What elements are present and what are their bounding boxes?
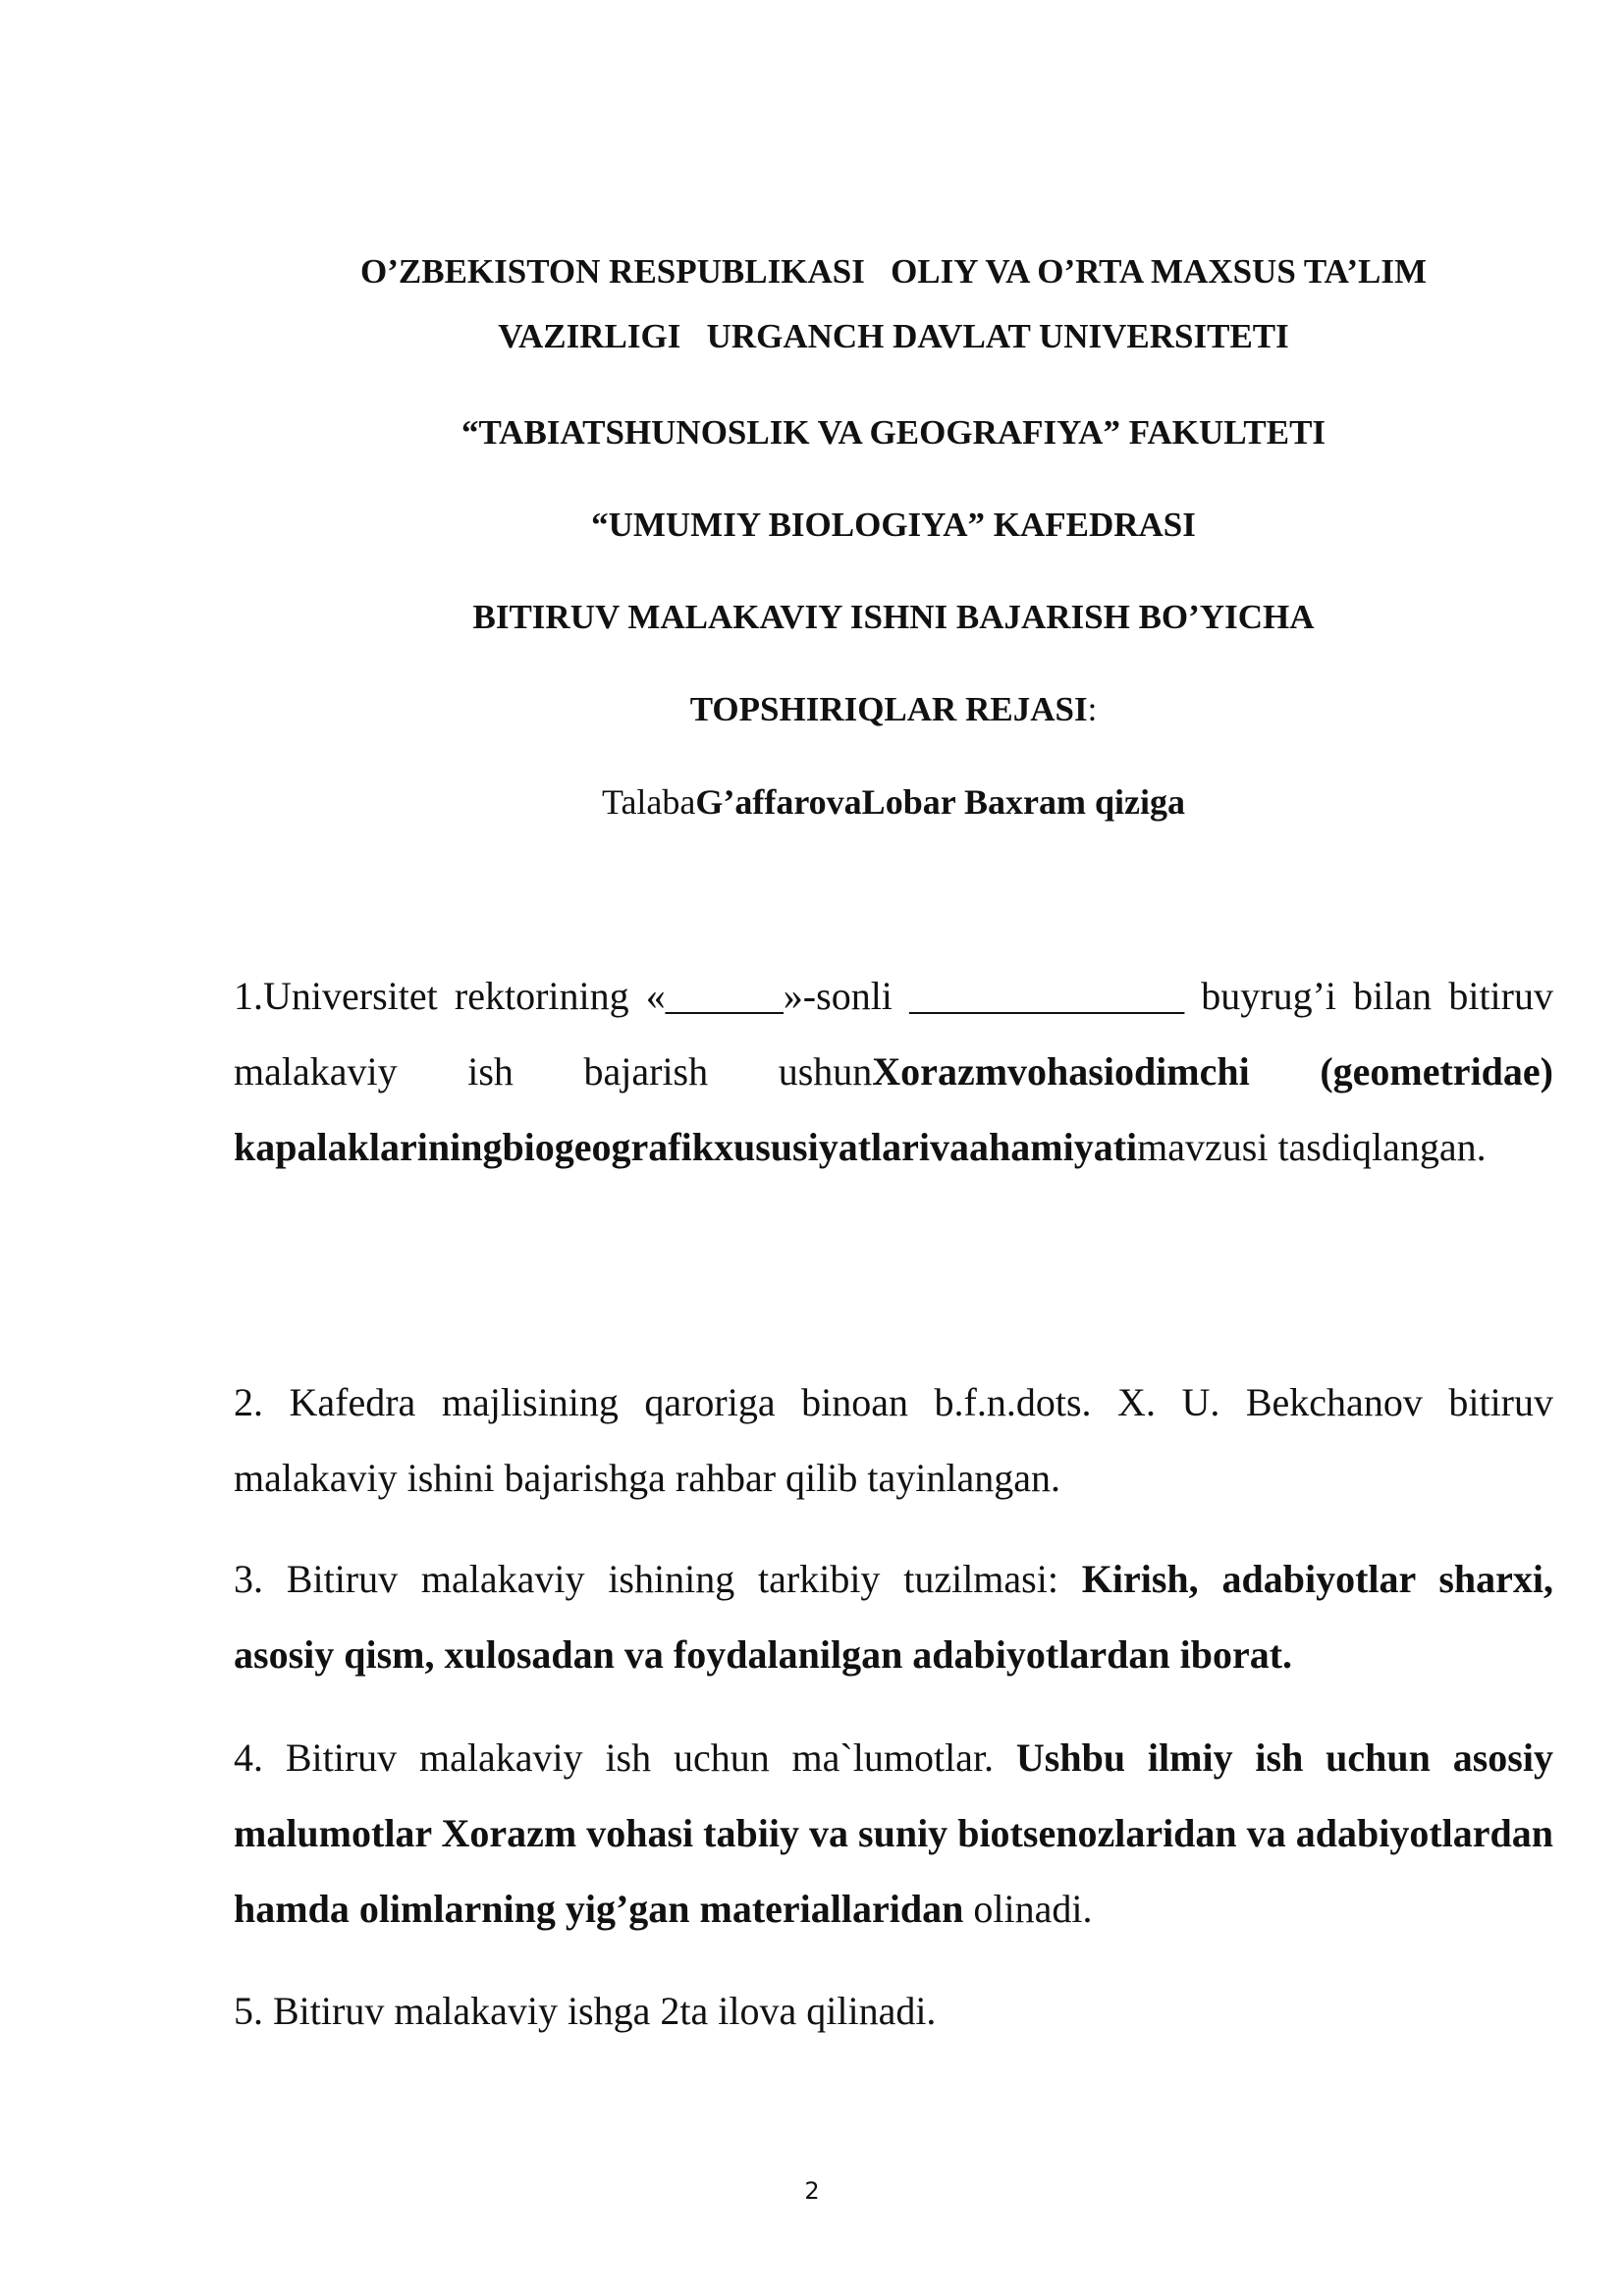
item-4-text-end: olinadi.	[963, 1887, 1093, 1931]
page-number: 2	[804, 2177, 820, 2205]
item-4-text: 4. Bitiruv malakaviy ish uchun ma`lumotlar.	[234, 1735, 1016, 1780]
thesis-topic: Xorazmvohasiodimchi (geometridae) kapalaklariningbiogeografikxususiyatlarivaahamiyati	[234, 1049, 1553, 1169]
ministry-line-1a: O’ZBEKISTON RESPUBLIKASI	[360, 252, 865, 291]
item-1-text: 1.Universitet rektorining «______»-sonli ______________ buyrug’i bilan bitiruv malakaviy ish bajarish ushun	[234, 974, 1553, 1094]
item-3-text: 3. Bitiruv malakaviy ishining tarkibiy tuzilmasi:	[234, 1557, 1082, 1601]
item-1-paragraph	[234, 958, 1553, 1185]
university-name: URGANCH DAVLAT UNIVERSITETI	[706, 317, 1289, 355]
ministry-line-1b: OLIY VA O’RTA MAXSUS TA’LIM	[891, 252, 1427, 291]
ministry-line-2a: VAZIRLIGI	[498, 317, 681, 355]
item-3-paragraph	[234, 1541, 1553, 1692]
document-title-line-2	[236, 677, 1551, 742]
student-line	[236, 770, 1551, 834]
student-label: Talaba	[601, 782, 696, 822]
item-1-text-end: mavzusi tasdiqlangan.	[1137, 1125, 1487, 1169]
document-title-text: TOPSHIRIQLAR REJASI	[689, 690, 1088, 728]
faculty-heading: “TABIATSHUNOSLIK VA GEOGRAFIYA” FAKULTETI	[460, 413, 1326, 452]
student-name: G’affarovaLobar Baxram qiziga	[695, 782, 1186, 822]
item-3-structure: Kirish, adabiyotlar sharxi, asosiy qism, xulosadan va foydalanilgan adabiyotlardan iborat.	[234, 1557, 1554, 1677]
document-title-colon: :	[1087, 690, 1098, 728]
item-2-paragraph: 2. Kafedra majlisining qaroriga binoan b.f.n.dots. X. U. Bekchanov bitiruv malakaviy ishini bajarishga rahbar qilib tayinlangan.	[234, 1380, 1553, 1500]
document-title-line-1: BITIRUV MALAKAVIY ISHNI BAJARISH BO’YICHA	[472, 598, 1315, 636]
item-4-data-sources: Ushbu ilmiy ish uchun asosiy malumotlar Xorazm vohasi tabiiy va suniy biotsenozlaridan va adabiyotlardan hamda olimlarning yig’gan materiallaridan	[234, 1735, 1553, 1931]
item-5-paragraph: 5. Bitiruv malakaviy ishga 2ta ilova qilinadi.	[234, 1989, 937, 2033]
ministry-heading	[236, 240, 1551, 369]
department-heading: “UMUMIY BIOLOGIYA” KAFEDRASI	[591, 506, 1196, 544]
item-4-paragraph	[234, 1720, 1553, 1947]
